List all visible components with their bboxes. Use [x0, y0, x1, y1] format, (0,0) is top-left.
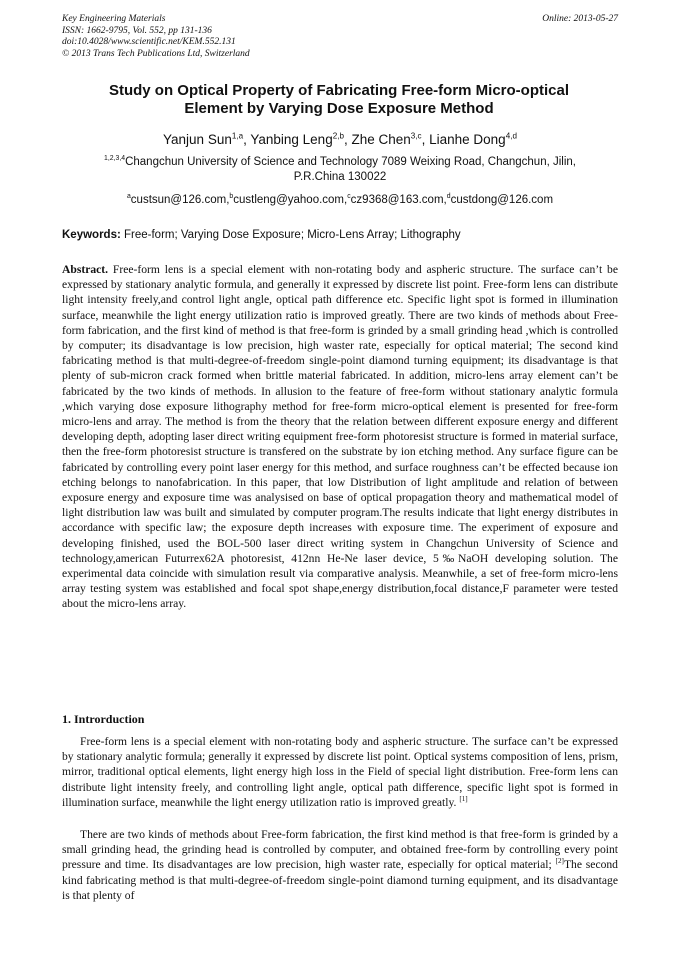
abstract-label: Abstract. [62, 263, 109, 276]
journal-header [62, 14, 618, 60]
email[interactable]: $^d$custdong@126.com [446, 193, 554, 206]
email[interactable]: $^b$custleng@yahoo.com, [229, 193, 348, 206]
citation-ref[interactable]: [2] [555, 857, 564, 866]
author-name: Zhe Chen [351, 132, 411, 147]
copyright-line: © 2013 Trans Tech Publications Ltd, Switzerland [62, 48, 250, 59]
email-list [62, 193, 618, 207]
email[interactable]: $^c$cz9368@163.com, [347, 193, 447, 206]
citation-ref[interactable]: [1] [459, 794, 468, 803]
paper-title [70, 82, 608, 118]
online-date: Online: 2013-05-27 [542, 14, 618, 24]
keywords-label: Keywords: [62, 229, 121, 241]
section-heading: 1. Introrduction [62, 712, 145, 726]
affiliation [72, 155, 608, 185]
title-line-1: Study on Optical Property of Fabricating Free-form Micro-optical [108, 82, 570, 99]
affiliation-line-1: Changchun University of Science and Technology 7089 Weixing Road, Changchun, Jilin, [125, 156, 576, 168]
keywords [62, 228, 618, 242]
author-list [62, 131, 618, 149]
author [429, 132, 517, 147]
affiliation-line-2: P.R.China 130022 [293, 171, 387, 183]
paragraph-text: The second kind fabricating method is that multi-degree-of-freedom single-point diamond turning equipment, and its disadvantage is that plenty of [62, 858, 618, 902]
title-line-2: Element by Varying Dose Exposure Method [184, 100, 494, 117]
affiliation-mark: 1,2,3,4 [104, 155, 126, 163]
author-name: Yanjun Sun [163, 132, 232, 147]
author-name: Lianhe Dong [429, 132, 506, 147]
paragraph-text: Free-form lens is a special element with non-rotating body and aspheric structure. The surface can’t be expressed by stationary analytic formula; generally it expressed by discrete list point. Optical systems composition of lens, prism, mirror, traditional optical elements, light energy high loss in the Field of special light distribution. Free-form lens can distribute light intensity freely, and controlling light angle, optical path difference, specific light spot is formed in illumination surface, meanwhile the light energy utilization ratio is improved greatly. [62, 735, 618, 809]
author: Yanjun Sun$^{1,a}$, [163, 131, 251, 147]
author: Yanbing Leng$^{2,b}$, [250, 131, 352, 147]
author-affil-mark: 2,b [332, 131, 344, 141]
email[interactable]: $^a$custsun@126.com, [126, 193, 230, 206]
author-affil-mark: 3,c [410, 131, 422, 141]
paragraph-text: There are two kinds of methods about Free-form fabrication, the first kind method is that free-form is grinded by a small grinding head, the grinding head is controlled by computer, and obtained free-form by controlling every point pressure and time. Its disadvantages are low precision, high waster rate, especially for optical material; [62, 828, 618, 872]
journal-name: Key Engineering Materials [62, 14, 166, 24]
author-affil-mark: 1,a [231, 131, 244, 141]
abstract-text: Free-form lens is a special element with non-rotating body and aspheric structure. The surface can’t be expressed by stationary analytic formula, and generally it expressed by discrete list point. Free-form lens can distribute light intensity freely,and control light angle, optical path difference etc. Specific light spot is formed in illumination surface, meanwhile the light energy utilization ratio is improved greatly. There are two kinds of methods about Free-form fabrication, and the first kind of method is that free-form is grinded by a small grinding head ,which is controlled by computer; its disadvantage is low precision, high waster rate, especially for optical material; The second kind fabricating method is that multi-degree-of-freedom single-point diamond turning equipment; its disadvantage is that plenty of sub-micron crack formed when brittle material fabricated. In addition, micro-lens array element can’t be fabricated by the two kinds of methods. In allusion to the feature of free-form without stationary analytic formula ,which varying dose exposure lithography method for free-form micro-optical element is presented for free-form micro-lens and array. The method is from the theory that the relation between different exposure energy and different developing depth, adopting laser direct writing equipment free-form photoresist structure is formed in material surface, then the free-form photoresist structure is transfered on the substrate by ion etching method. Any surface figure can be fabricated by controlling every point laser energy for this method, and surface roughness can’t be effected because ion etching belongs to nanofabrication. In this paper, that low Distribution of light amplitude and relation of between exposure energy and exposure time was analysised on base of optical propagation theory and mathematical model of light distribution law was built and simulated by computer program.The results indicate that light energy distributes in accordance with specific law; the exposure depth increases with exposure time. The experiment of exposure and developing finished, used the BOL-500 laser direct writing system in Changchun University of Science and technology,american Futurrex62A photoresist, 412nn He-Ne laser device, 5‰NaOH developing solution. The experimental data coincide with simulation result via comparative analysis. Meanwhile, a set of free-form micro-lens array testing system was established and focal spot shape,energy distribution,focal distance,F parameter were tested about the micro-lens array. [62, 263, 618, 611]
abstract [62, 262, 618, 612]
body-paragraph [62, 734, 618, 810]
doi-line: doi:10.4028/www.scientific.net/KEM.552.131 [62, 37, 236, 47]
body-paragraph [62, 827, 618, 903]
author-name: Yanbing Leng [250, 132, 333, 147]
author-affil-mark: 4,d [505, 131, 517, 141]
issn-line: ISSN: 1662-9795, Vol. 552, pp 131-136 [62, 25, 212, 36]
keywords-text: Free-form; Varying Dose Exposure; Micro-Lens Array; Lithography [124, 229, 461, 241]
author: Zhe Chen$^{3,c}$, [351, 131, 430, 147]
